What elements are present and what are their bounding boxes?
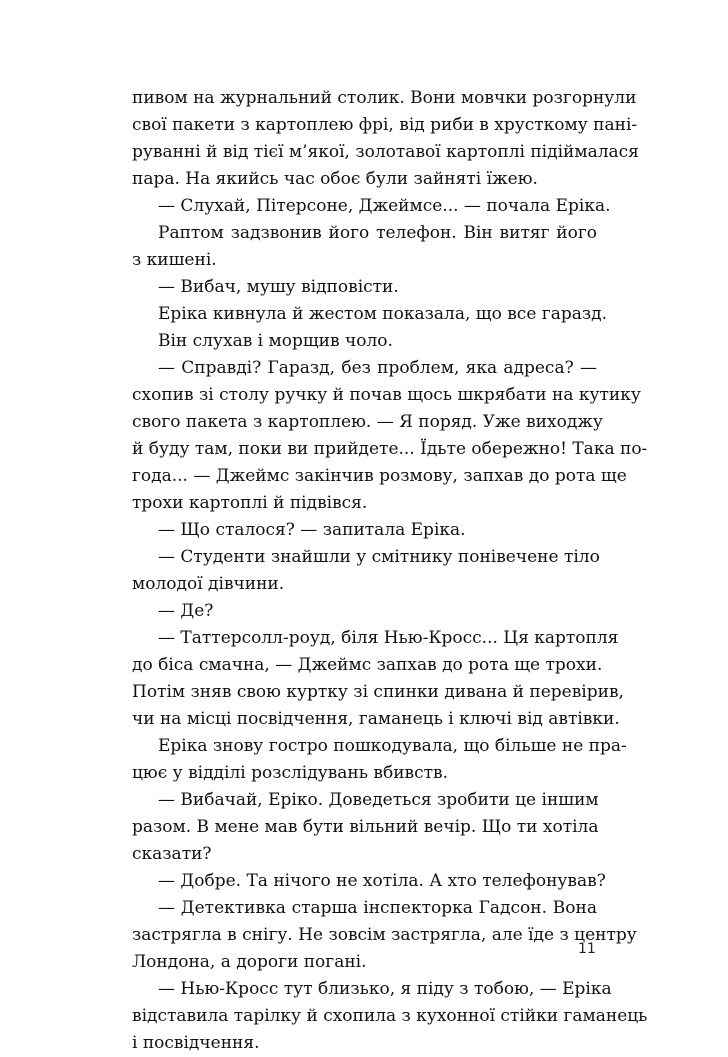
text-line: — Детективка старша інспекторка Гадсон. Вона	[158, 898, 597, 918]
text-line: свої пакети з картоплею фрі, від риби в хрусткому пані-	[132, 115, 638, 135]
text-line: руванні й від тієї м’якої, золотавої картоплі підіймалася	[132, 142, 639, 162]
paragraph	[132, 868, 606, 895]
text-line: — Добре. Та нічого не хотіла. А хто телефонував?	[158, 871, 606, 891]
text-line: і посвідчення.	[132, 1033, 260, 1053]
text-line: — Нью-Кросс тут близько, я піду з тобою, — Еріка	[158, 979, 612, 999]
text-line: й буду там, поки ви прийдете... Їдьте обережно! Така по-	[132, 439, 648, 459]
text-line: Потім зняв свою куртку зі спинки дивана й перевірив,	[132, 682, 624, 702]
text-line: — Що сталося? — запитала Еріка.	[158, 520, 466, 540]
text-line: разом. В мене мав бути вільний вечір. Що ти хотіла	[132, 817, 599, 837]
text-line: — Справді? Гаразд, без проблем, яка адреса? —	[158, 358, 597, 378]
text-line: Раптом задзвонив його телефон. Він витяг його	[158, 223, 597, 243]
paragraph	[132, 544, 600, 598]
text-line: — Вибач, мушу відповісти.	[158, 277, 399, 297]
text-line: свого пакета з картоплею. — Я поряд. Уже виходжу	[132, 412, 603, 432]
paragraph	[132, 301, 607, 328]
text-line: Він слухав і морщив чоло.	[158, 331, 393, 351]
paragraph	[132, 274, 597, 301]
text-line: відставила тарілку й схопила з кухонної стійки гаманець	[132, 1006, 648, 1026]
paragraph	[132, 625, 624, 733]
paragraph	[132, 355, 648, 517]
text-line: — Де?	[158, 601, 214, 621]
paragraph	[132, 328, 597, 355]
paragraph	[132, 895, 637, 976]
text-line: молодої дівчини.	[132, 574, 285, 594]
paragraph	[132, 787, 597, 868]
text-line: пивом на журнальний столик. Вони мовчки розгорнули	[132, 88, 637, 108]
text-line: застрягла в снігу. Не зовсім застрягла, але їде з центру	[132, 925, 637, 945]
paragraph	[132, 976, 648, 1057]
text-line: — Таттерсолл-роуд, біля Нью-Кросс... Ця картопля	[158, 628, 619, 648]
text-line: схопив зі столу ручку й почав щось шкрябати на кутику	[132, 385, 641, 405]
text-line: до біса смачна, — Джеймс запхав до рота ще трохи.	[132, 655, 603, 675]
text-line: чи на місці посвідчення, гаманець і ключі від автівки.	[132, 709, 620, 729]
text-line: года... — Джеймс закінчив розмову, запхав до рота ще	[132, 466, 627, 486]
text-line: Еріка знову гостро пошкодувала, що більше не пра-	[158, 736, 627, 756]
text-line: — Студенти знайшли у смітнику понівечене тіло	[158, 547, 600, 567]
paragraph	[132, 85, 639, 193]
text-line: Лондона, а дороги погані.	[132, 952, 367, 972]
text-line: з кишені.	[132, 250, 217, 270]
body-text	[132, 85, 648, 1057]
paragraph	[132, 193, 611, 220]
paragraph	[132, 598, 597, 625]
paragraph	[132, 733, 627, 787]
text-line: цює у відділі розслідувань вбивств.	[132, 763, 449, 783]
paragraph	[132, 220, 597, 274]
text-line: — Слухай, Пітерсоне, Джеймсе... — почала Еріка.	[158, 196, 611, 216]
text-line: пара. На якийсь час обоє були зайняті їжею.	[132, 169, 538, 189]
text-line: — Вибачай, Еріко. Доведеться зробити це іншим	[158, 790, 599, 810]
page-number: 11	[578, 941, 596, 957]
text-line: сказати?	[132, 844, 212, 864]
paragraph	[132, 517, 597, 544]
text-line: Еріка кивнула й жестом показала, що все гаразд.	[158, 304, 607, 324]
text-line: трохи картоплі й підвівся.	[132, 493, 368, 513]
